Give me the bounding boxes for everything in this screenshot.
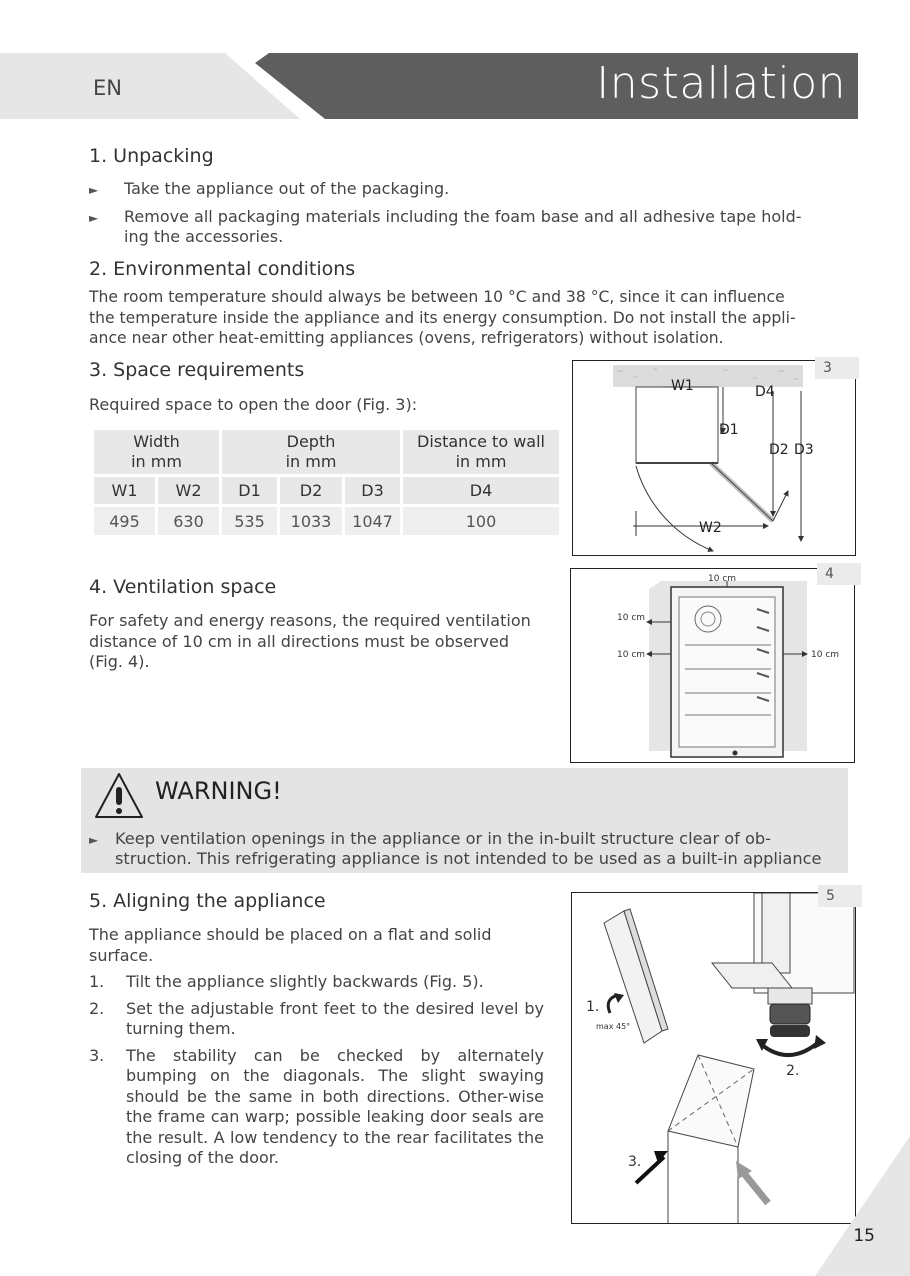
vent-label-right: 10 cm bbox=[811, 650, 840, 660]
vent-label-top: 10 cm bbox=[708, 574, 737, 584]
table-header-depth: Depth in mm bbox=[222, 430, 400, 474]
language-label: EN bbox=[93, 76, 122, 100]
page-title: Installation bbox=[596, 58, 846, 109]
label-d1: D1 bbox=[719, 422, 739, 438]
list-item: 3. The stability can be checked by alternately bumping on the diagonals. The slight swaying should be the same in both directions. Other-wise the frame can warp; possible leaking door seals are the result. A low tendency to the rear facilitates the closing of the door. bbox=[89, 1045, 544, 1167]
bullet-arrow-icon: ► bbox=[89, 833, 99, 847]
table-cell-w2: 630 bbox=[158, 507, 219, 535]
table-col-d4: D4 bbox=[403, 477, 559, 504]
list-item: 2. Set the adjustable front feet to the desired level by turning them. bbox=[89, 998, 544, 1038]
door-clearance-diagram bbox=[573, 361, 855, 555]
warning-title: WARNING! bbox=[155, 777, 282, 805]
label-d2: D2 bbox=[769, 442, 789, 458]
bullet-arrow-icon: ► bbox=[89, 211, 99, 225]
bullet-arrow-icon: ► bbox=[89, 183, 99, 197]
table-col-w1: W1 bbox=[94, 477, 155, 504]
table-cell-d4: 100 bbox=[403, 507, 559, 535]
table-col-d3: D3 bbox=[345, 477, 400, 504]
warning-triangle-icon bbox=[94, 771, 144, 821]
table-cell-d3: 1047 bbox=[345, 507, 400, 535]
table-col-d1: D1 bbox=[222, 477, 277, 504]
aligning-steps-list bbox=[89, 972, 544, 1175]
section-space-heading: 3. Space requirements bbox=[89, 359, 305, 381]
aligning-diagram bbox=[572, 893, 855, 1223]
space-requirements-table bbox=[91, 427, 562, 538]
table-header-width: Width in mm bbox=[94, 430, 219, 474]
page-number: 15 bbox=[853, 1226, 875, 1246]
figure-3-door-space bbox=[572, 360, 856, 556]
appliance-outline bbox=[636, 387, 718, 463]
ventilation-diagram bbox=[571, 569, 854, 762]
figure-3-number: 3 bbox=[815, 357, 859, 379]
warning-bullet: ► Keep ventilation openings in the appliance or in the in-built structure clear of ob- struction. This refrigerating appliance is not intended to be used as a built-in appliance bbox=[89, 829, 822, 868]
table-col-w2: W2 bbox=[158, 477, 219, 504]
section-unpacking-heading: 1. Unpacking bbox=[89, 145, 214, 167]
table-cell-w1: 495 bbox=[94, 507, 155, 535]
figure-4-number: 4 bbox=[817, 563, 861, 585]
section-aligning-heading: 5. Aligning the appliance bbox=[89, 890, 326, 912]
figure-5-number: 5 bbox=[818, 885, 862, 907]
aligning-intro: The appliance should be placed on a flat and solid surface. bbox=[89, 925, 492, 965]
section-environment-heading: 2. Environmental conditions bbox=[89, 258, 356, 280]
label-w1: W1 bbox=[671, 378, 694, 394]
vent-label-left-2: 10 cm bbox=[617, 650, 646, 660]
table-col-d2: D2 bbox=[280, 477, 342, 504]
unpacking-bullet-1: ► Take the appliance out of the packaging. bbox=[89, 179, 849, 201]
language-tab bbox=[0, 53, 300, 119]
step-3-label: 3. bbox=[628, 1154, 642, 1170]
step-2-label: 2. bbox=[786, 1063, 800, 1079]
environment-paragraph: The room temperature should always be between 10 °C and 38 °C, since it can influence the temperature inside the appliance and its energy consumption. Do not install the appli- ance near other heat-emitting appliances (ovens, refrigerators) without isolation. bbox=[89, 288, 796, 347]
vent-label-left-1: 10 cm bbox=[617, 613, 646, 623]
space-intro: Required space to open the door (Fig. 3): bbox=[89, 395, 418, 414]
figure-4-ventilation bbox=[570, 568, 855, 763]
table-header-distance: Distance to wall in mm bbox=[403, 430, 559, 474]
list-item: 1. Tilt the appliance slightly backwards (Fig. 5). bbox=[89, 972, 484, 991]
table-cell-d2: 1033 bbox=[280, 507, 342, 535]
label-d3: D3 bbox=[794, 442, 814, 458]
max-angle-label: max 45° bbox=[596, 1022, 631, 1031]
unpacking-bullet-2: ► Remove all packaging materials including the foam base and all adhesive tape hold- ing the accessories. bbox=[89, 207, 802, 246]
label-d4: D4 bbox=[755, 384, 775, 400]
label-w2: W2 bbox=[699, 520, 722, 536]
step-1-label: 1. bbox=[586, 999, 600, 1015]
ventilation-paragraph: For safety and energy reasons, the required ventilation distance of 10 cm in all directions must be observed (Fig. 4). bbox=[89, 611, 531, 671]
figure-5-aligning bbox=[571, 892, 856, 1224]
section-ventilation-heading: 4. Ventilation space bbox=[89, 576, 277, 598]
table-cell-d1: 535 bbox=[222, 507, 277, 535]
